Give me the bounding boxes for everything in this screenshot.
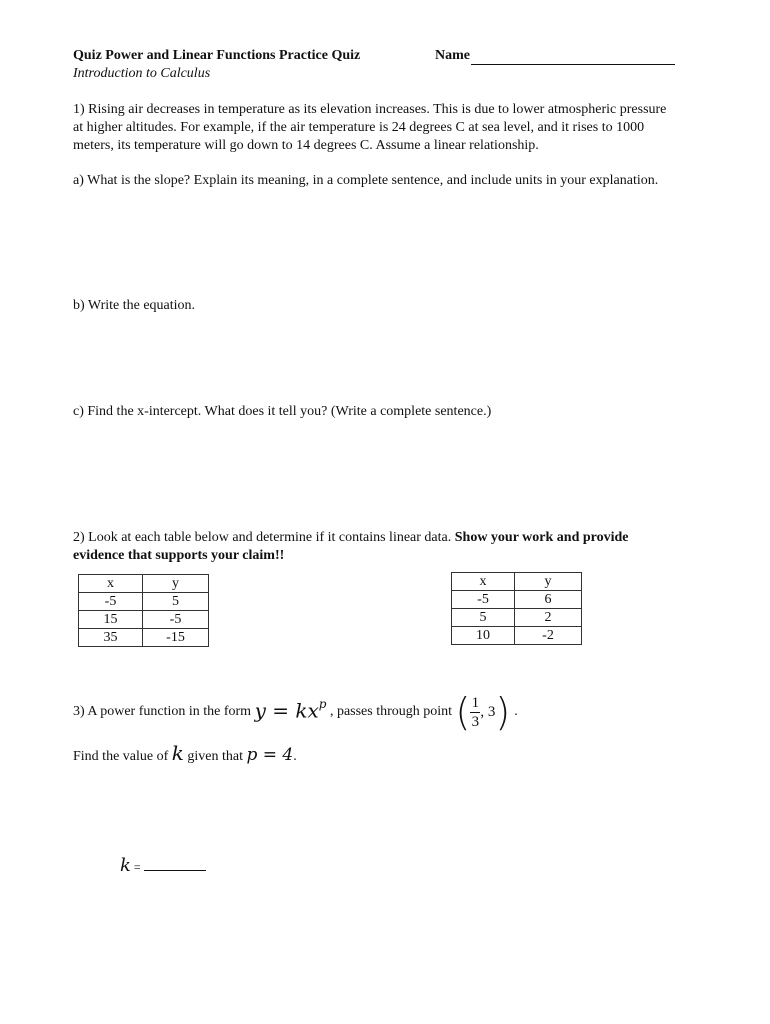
answer-blank[interactable]: [144, 858, 206, 871]
table-cell: 5: [143, 593, 209, 611]
table-cell: x: [452, 573, 515, 591]
table-cell: -15: [143, 629, 209, 647]
table-cell: x: [79, 575, 143, 593]
question-1-prompt: [73, 101, 733, 155]
find-variable: k: [171, 741, 184, 765]
table-cell: -2: [515, 627, 582, 645]
table-1-header: [79, 575, 209, 593]
quiz-title: Quiz Power and Linear Functions Practice Quiz: [73, 48, 361, 63]
q3-prompt-start: 3) A power function in the form: [73, 704, 255, 719]
table-row: [452, 609, 582, 627]
table-cell: 15: [79, 611, 143, 629]
answer-equals: =: [130, 860, 141, 874]
fraction-bar: [470, 712, 480, 713]
find-start: Find the value of: [73, 749, 172, 764]
table-cell: 6: [515, 591, 582, 609]
q1-line-3: meters, its temperature will go down to 14 degrees C. Assume a linear relationship.: [73, 138, 539, 153]
table-cell: 10: [452, 627, 515, 645]
table-row: [79, 593, 209, 611]
q2-emphasis-2: evidence that supports your claim!!: [73, 548, 285, 563]
point-y: , 3: [480, 704, 496, 720]
q1-line-1: 1) Rising air decreases in temperature as its elevation increases. This is due to lower atmospheric pressure: [73, 102, 667, 117]
q3-prompt-end: .: [514, 704, 518, 719]
fraction-numerator: 1: [471, 694, 480, 711]
name-field: [435, 47, 675, 65]
table-cell: y: [143, 575, 209, 593]
right-paren: ): [495, 690, 511, 734]
table-cell: -5: [452, 591, 515, 609]
table-cell: 35: [79, 629, 143, 647]
q3-prompt-mid: , passes through point: [326, 704, 456, 719]
fraction: [470, 695, 480, 730]
q1-line-2: at higher altitudes. For example, if the air temperature is 24 degrees C at sea level, and it rises to 1000: [73, 120, 645, 135]
table-2: [451, 572, 582, 645]
formula-text: y = kx: [254, 698, 319, 723]
course-subtitle: Introduction to Calculus: [73, 66, 211, 81]
question-3-find: [73, 741, 297, 766]
q2-prompt-text: 2) Look at each table below and determine if it contains linear data.: [73, 530, 455, 545]
left-paren: (: [455, 690, 471, 734]
table-1: [78, 574, 209, 647]
table-row: [452, 627, 582, 645]
question-1a: a) What is the slope? Explain its meaning, in a complete sentence, and include units in your explanation.: [73, 173, 659, 188]
q2-emphasis-1: Show your work and provide: [454, 530, 629, 545]
name-label: Name: [435, 48, 470, 63]
name-blank: [471, 48, 675, 65]
k-answer: [120, 857, 206, 876]
table-cell: 5: [452, 609, 515, 627]
table-row: [79, 611, 209, 629]
formula-exponent: p: [318, 696, 327, 711]
question-1c: c) Find the x-intercept. What does it tell you? (Write a complete sentence.): [73, 404, 492, 419]
table-2-header: [452, 573, 582, 591]
question-2-prompt: [73, 529, 733, 565]
table-cell: -5: [143, 611, 209, 629]
table-cell: -5: [79, 593, 143, 611]
table-cell: y: [515, 573, 582, 591]
question-3-prompt: [73, 690, 518, 734]
point-notation: [456, 692, 511, 732]
table-row: [79, 629, 209, 647]
power-formula: [254, 696, 327, 723]
table-row: [452, 591, 582, 609]
find-mid: given that: [183, 749, 247, 764]
find-condition: p = 4: [246, 745, 294, 765]
answer-variable: k: [120, 855, 131, 876]
find-end: .: [293, 749, 297, 764]
fraction-denominator: 3: [471, 713, 480, 730]
table-cell: 2: [515, 609, 582, 627]
question-1b: b) Write the equation.: [73, 298, 196, 313]
